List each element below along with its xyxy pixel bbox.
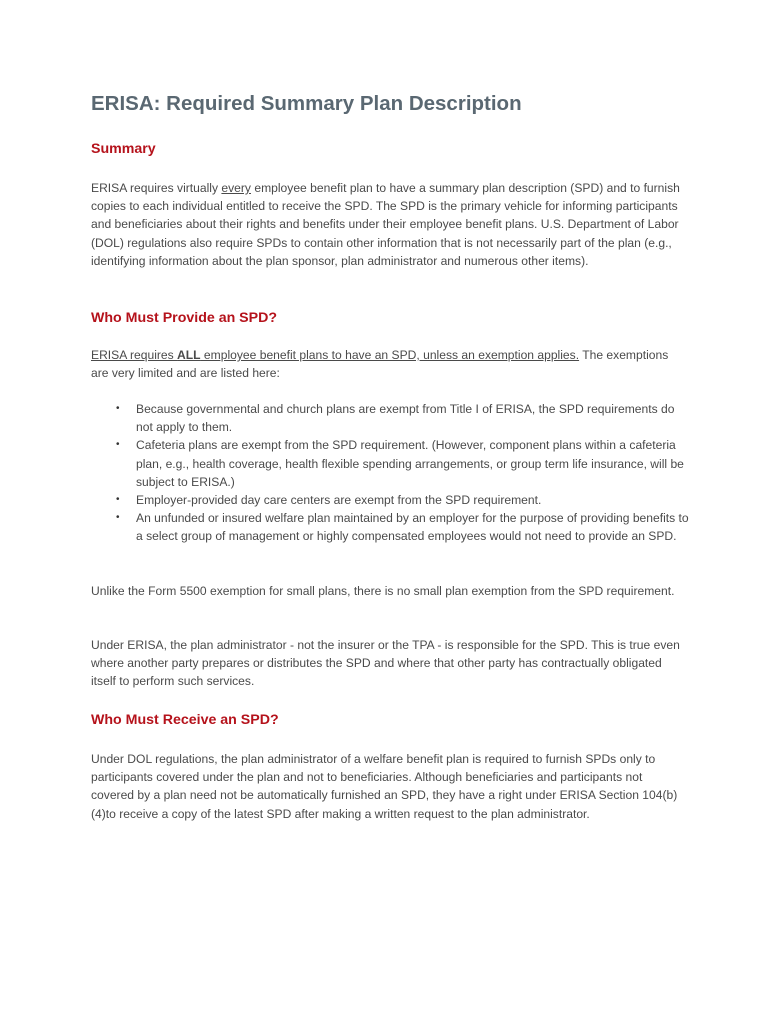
small-plans-paragraph: Unlike the Form 5500 exemption for small plans, there is no small plan exemption from the SPD requirement.	[91, 584, 675, 598]
summary-heading: Summary	[91, 141, 156, 157]
bullet-icon: •	[116, 494, 120, 506]
receive-heading: Who Must Receive an SPD?	[91, 712, 279, 728]
administrator-paragraph: Under ERISA, the plan administrator - not the insurer or the TPA - is responsible for the SPD. This is true even where another party prepares or distributes the SPD and where that other party has contractually obligated itself to perform such services.	[91, 638, 680, 689]
list-item-text: Employer-provided day care centers are exempt from the SPD requirement.	[136, 493, 542, 508]
provide-intro-paragraph	[91, 346, 687, 382]
list-item	[91, 509, 691, 545]
list-item	[91, 491, 691, 509]
list-item-text: Because governmental and church plans are exempt from Title I of ERISA, the SPD requirements do not apply to them.	[136, 402, 675, 435]
provide-intro-underlined-2: employee benefit plans to have an SPD, unless an exemption applies.	[200, 348, 580, 362]
list-item	[91, 436, 691, 491]
summary-paragraph	[91, 179, 687, 270]
list-item-text: An unfunded or insured welfare plan maintained by an employer for the purpose of providing benefits to a select group of management or highly compensated employees would not need to provide an SPD.	[136, 511, 689, 544]
bullet-icon: •	[116, 439, 120, 451]
list-item-text: Cafeteria plans are exempt from the SPD requirement. (However, component plans within a cafeteria plan, e.g., health coverage, health flexible spending arrangements, or group term life insurance, will be subject to ERISA.)	[136, 438, 684, 489]
provide-intro-bold-all: ALL	[177, 348, 201, 362]
provide-heading: Who Must Provide an SPD?	[91, 310, 278, 326]
summary-underlined-every: every	[221, 181, 251, 195]
list-item	[91, 400, 691, 436]
provide-intro-rest: The exemptions are very limited and are listed here:	[91, 348, 669, 381]
provide-intro-underlined-1: ERISA requires	[91, 348, 178, 362]
bullet-icon: •	[116, 512, 120, 524]
exemptions-list	[91, 400, 691, 546]
receive-paragraph: Under DOL regulations, the plan administrator of a welfare benefit plan is required to furnish SPDs only to participants covered under the plan and not to beneficiaries. Although beneficiaries and participants not covered by a plan need not be automatically furnished an SPD, they have a right under ERISA Section 104(b)(4)to receive a copy of the latest SPD after making a written request to the plan administrator.	[91, 752, 678, 821]
summary-text-rest: employee benefit plan to have a summary plan description (SPD) and to furnish copies to each individual entitled to receive the SPD. The SPD is the primary vehicle for informing participants and beneficiaries about their rights and benefits under their employee benefit plans. U.S. Department of Labor (DOL) regulations also require SPDs to contain other information that is not necessarily part of the plan (e.g., identifying information about the plan sponsor, plan administrator and numerous other items).	[91, 181, 680, 268]
document-title: ERISA: Required Summary Plan Description	[91, 92, 522, 115]
summary-text-start: ERISA requires virtually	[91, 181, 222, 195]
bullet-icon: •	[116, 403, 120, 414]
